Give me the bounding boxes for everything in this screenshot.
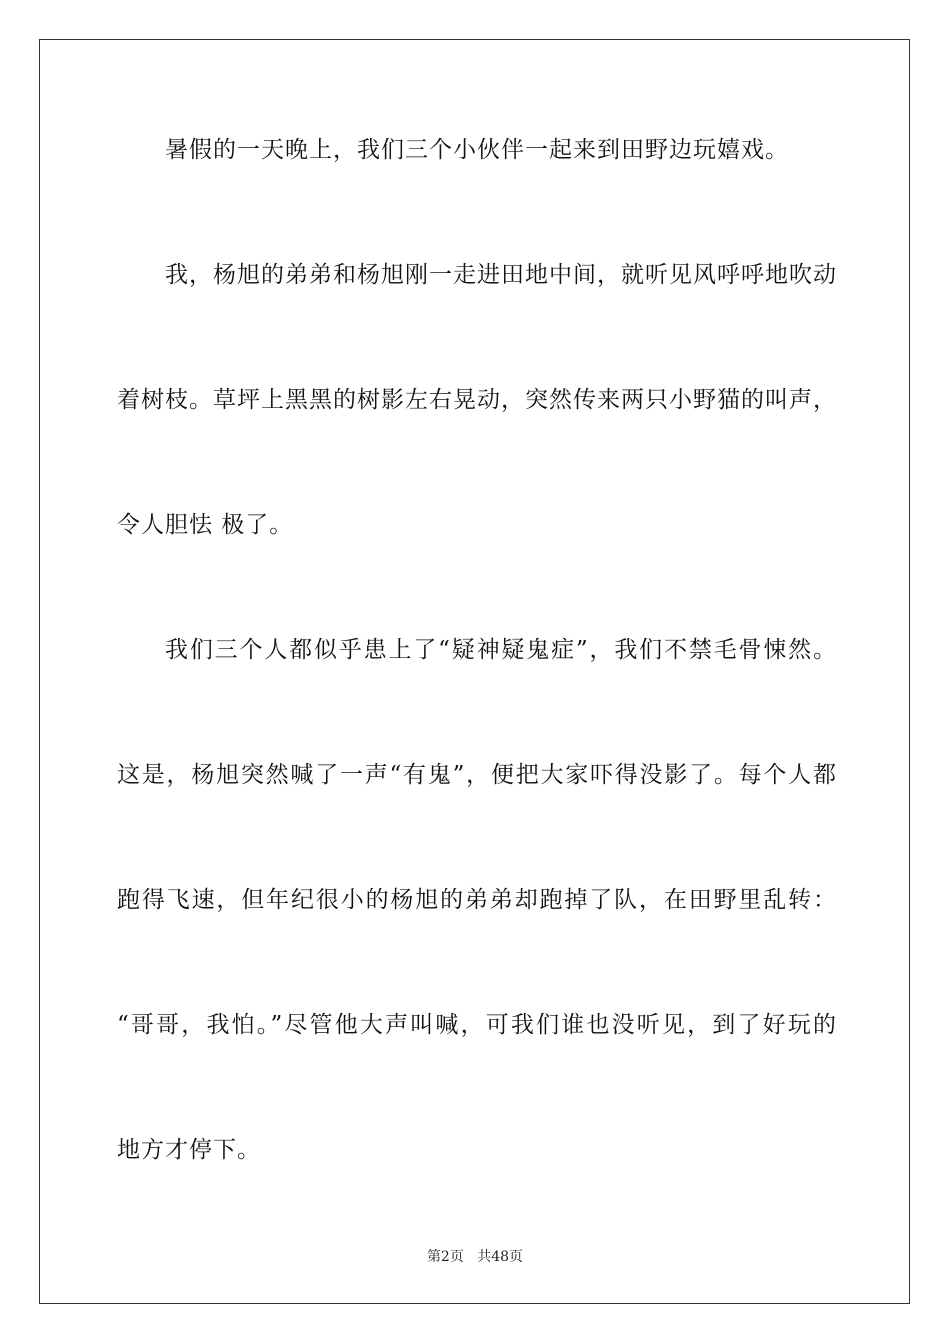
paragraph-line: 跑得飞速，但年纪很小的杨旭的弟弟却跑掉了队，在田野里乱转： xyxy=(117,887,837,913)
paragraph-line: “哥哥，我怕。”尽管他大声叫喊，可我们谁也没听见，到了好玩的 xyxy=(117,1012,837,1038)
paragraph-line: 地方才停下。 xyxy=(117,1137,261,1163)
paragraph-line: 令人胆怯 极了。 xyxy=(117,512,294,538)
paragraph-line: 着树枝。草坪上黑黑的树影左右晃动，突然传来两只小野猫的叫声， xyxy=(117,387,837,413)
page-number: 第2页 xyxy=(426,1249,464,1265)
total-pages: 共48页 xyxy=(477,1249,524,1265)
page-border xyxy=(39,39,910,1304)
paragraph-line: 我们三个人都似乎患上了“疑神疑鬼症”，我们不禁毛骨悚然。 xyxy=(165,637,837,663)
paragraph-line: 我，杨旭的弟弟和杨旭刚一走进田地中间，就听见风呼呼地吹动 xyxy=(165,262,837,288)
paragraph-line: 暑假的一天晚上，我们三个小伙伴一起来到田野边玩嬉戏。 xyxy=(165,137,789,163)
paragraph-line: 这是，杨旭突然喊了一声“有鬼”，便把大家吓得没影了。每个人都 xyxy=(117,762,837,788)
page-footer xyxy=(0,1248,950,1266)
